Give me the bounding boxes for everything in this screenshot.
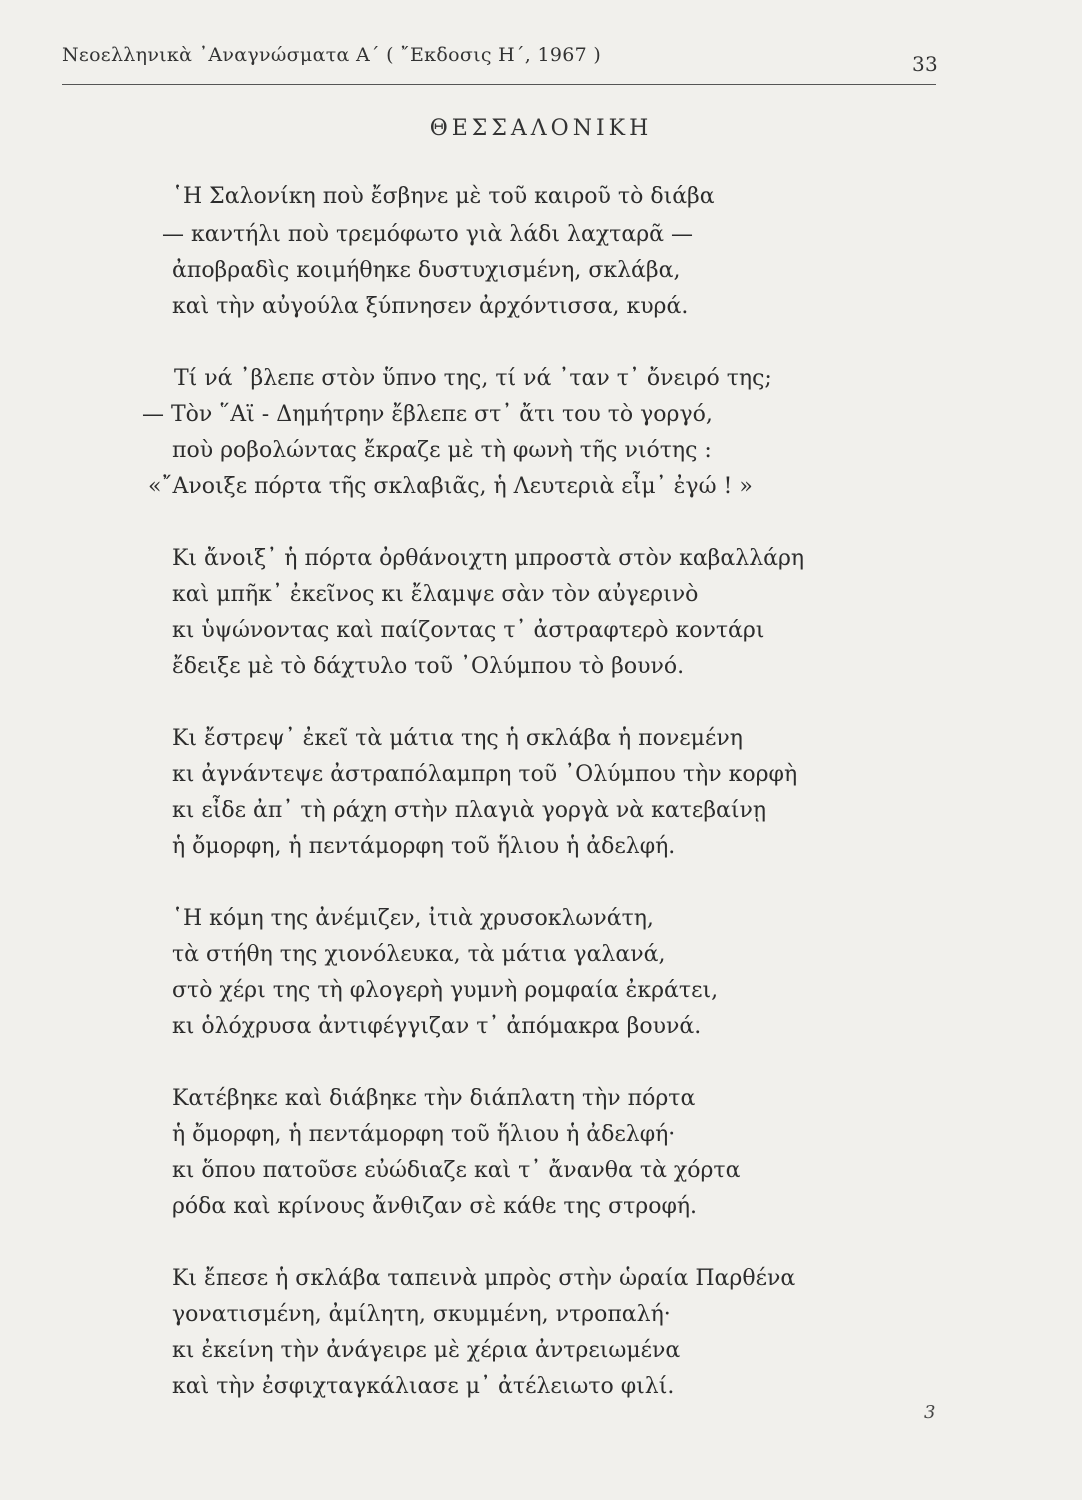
poem-line: Κι ἔστρεψ᾿ ἐκεῖ τὰ μάτια της ἡ σκλάβα ἡ πονεμένη [172, 726, 743, 751]
folio-mark: 3 [924, 1402, 936, 1423]
poem-line: κι ὅπου πατοῦσε εὐώδιαζε καὶ τ᾿ ἄνανθα τὰ χόρτα [172, 1158, 741, 1183]
poem-line: ποὺ ροβολώντας ἔκραζε μὲ τὴ φωνὴ τῆς νιότης : [172, 438, 712, 463]
poem-line: Τί νά ᾿βλεπε στὸν ὕπνο της, τί νά ᾿ταν τ᾿ ὄνειρό της; [174, 366, 772, 391]
poem-line: ρόδα καὶ κρίνους ἄνθιζαν σὲ κάθε της στροφή. [172, 1194, 698, 1219]
poem-line: κι ὑψώνοντας καὶ παίζοντας τ᾿ ἀστραφτερὸ κοντάρι [172, 618, 765, 643]
poem-line: Κι ἄνοιξ᾿ ἡ πόρτα ὀρθάνοιχτη μπροστὰ στὸν καβαλλάρη [172, 546, 805, 571]
running-title: Νεοελληνικὰ ᾿Αναγνώσματα Α´ ( ῎Εκδοσις Η´, 1967 ) [62, 44, 602, 66]
running-head [62, 44, 938, 76]
poem-line: κι ἐκείνη τὴν ἀνάγειρε μὲ χέρια ἀντρειωμένα [172, 1338, 681, 1363]
poem-line: γονατισμένη, ἀμίλητη, σκυμμένη, ντροπαλή· [172, 1302, 671, 1327]
poem-line: κι εἶδε ἀπ᾿ τὴ ράχη στὴν πλαγιὰ γοργὰ νὰ κατεβαίνῃ [172, 798, 767, 823]
page-number: 33 [911, 52, 938, 76]
poem-line: Κατέβηκε καὶ διάβηκε τὴν διάπλατη τὴν πόρτα [172, 1086, 696, 1111]
poem-title: ΘΕΣΣΑΛΟΝΙΚΗ [429, 116, 653, 141]
poem-line: ῾Η Σαλονίκη ποὺ ἔσβηνε μὲ τοῦ καιροῦ τὸ διάβα [172, 184, 715, 209]
poem-line: — καντήλι ποὺ τρεμόφωτο γιὰ λάδι λαχταρᾶ — [162, 222, 693, 247]
poem-line: ἀποβραδὶς κοιμήθηκε δυστυχισμένη, σκλάβα, [172, 258, 681, 283]
poem-line: ῾Η κόμη της ἀνέμιζεν, ἰτιὰ χρυσοκλωνάτη, [172, 906, 654, 931]
header-rule [62, 84, 936, 85]
poem-line: καὶ τὴν ἐσφιχταγκάλιασε μ᾿ ἀτέλειωτο φιλί. [172, 1374, 675, 1399]
poem-line: ἡ ὄμορφη, ἡ πεντάμορφη τοῦ ἥλιου ἡ ἀδελφή· [172, 1122, 676, 1147]
poem-line: κι ὁλόχρυσα ἀντιφέγγιζαν τ᾿ ἀπόμακρα βουνά. [172, 1014, 702, 1039]
poem-line: — Τὸν ῞Αϊ - Δημήτρην ἔβλεπε στ᾿ ἄτι του τὸ γοργό, [142, 402, 713, 427]
poem-line: κι ἀγνάντεψε ἀστραπόλαμπρη τοῦ ᾿Ολύμπου τὴν κορφὴ [172, 762, 798, 787]
poem-line: στὸ χέρι της τὴ φλογερὴ γυμνὴ ρομφαία ἐκράτει, [172, 978, 719, 1003]
poem-line: Κι ἔπεσε ἡ σκλάβα ταπεινὰ μπρὸς στὴν ὡραία Παρθένα [172, 1266, 796, 1291]
poem-line: καὶ μπῆκ᾿ ἐκεῖνος κι ἔλαμψε σὰν τὸν αὐγερινὸ [172, 582, 699, 607]
poem-line: καὶ τὴν αὐγούλα ξύπνησεν ἀρχόντισσα, κυρά. [172, 294, 689, 319]
poem-line: «῎Ανοιξε πόρτα τῆς σκλαβιᾶς, ἡ Λευτεριὰ εἶμ᾿ ἐγώ ! » [148, 474, 753, 499]
poem-line: ἡ ὄμορφη, ἡ πεντάμορφη τοῦ ἥλιου ἡ ἀδελφή. [172, 834, 676, 859]
poem-line: ἔδειξε μὲ τὸ δάχτυλο τοῦ ᾿Ολύμπου τὸ βουνό. [172, 654, 685, 679]
poem-line: τὰ στήθη της χιονόλευκα, τὰ μάτια γαλανά, [172, 942, 666, 967]
